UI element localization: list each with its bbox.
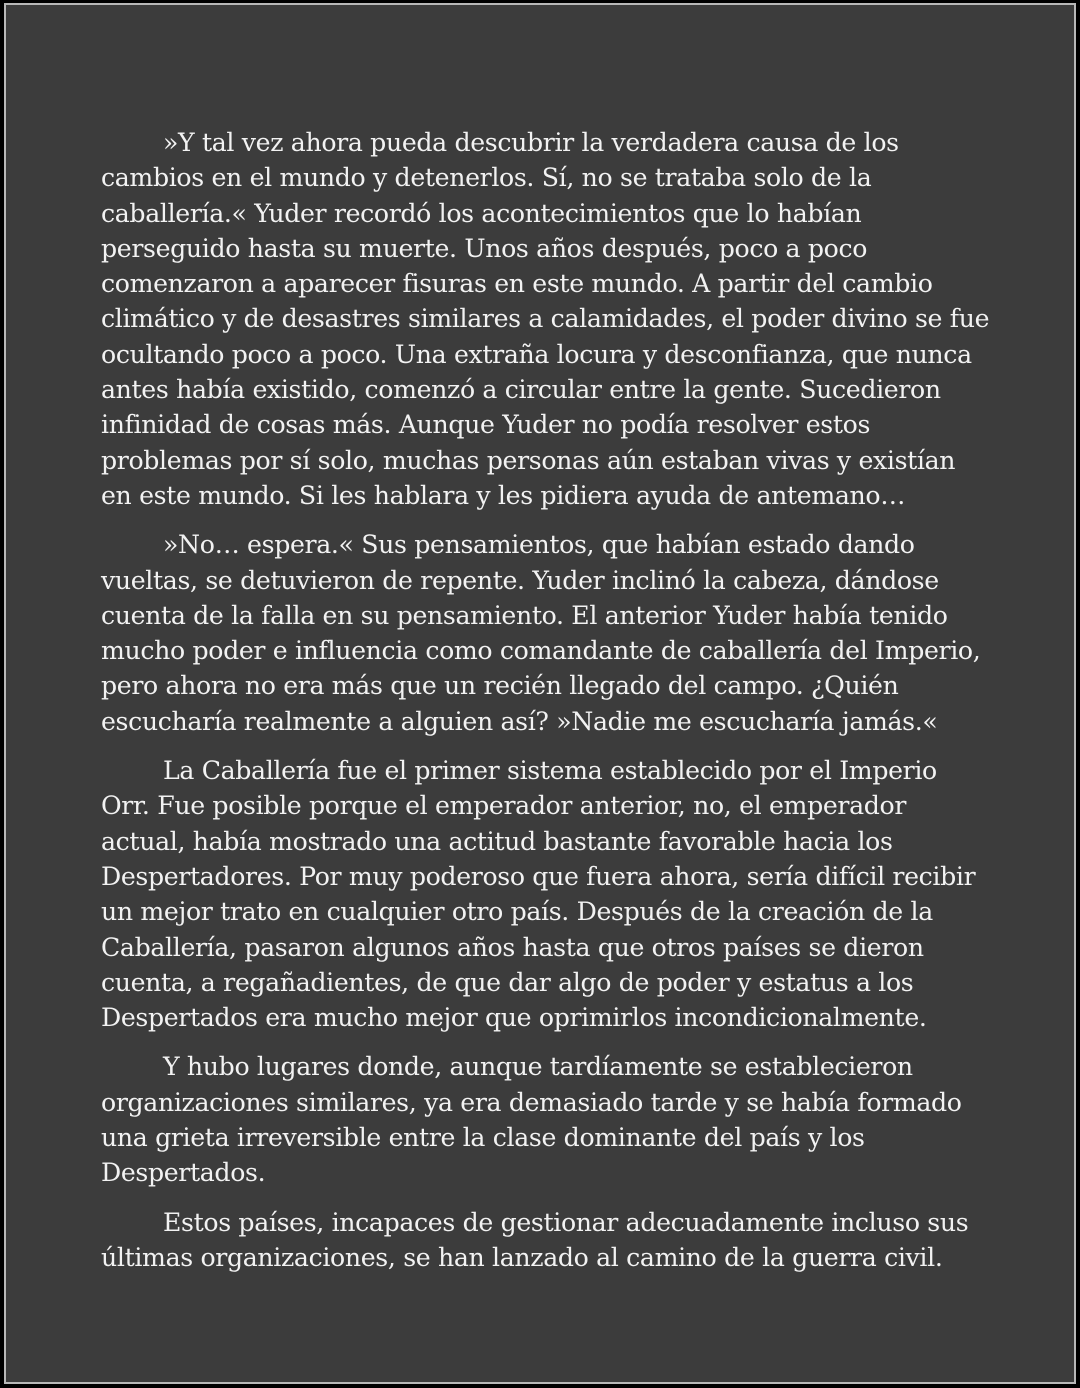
paragraph-5: Estos países, incapaces de gestionar adecuadamente incluso sus últimas organizaciones, se han lanzado al camino de la guerra civil. xyxy=(101,1207,969,1272)
paragraph-4: Y hubo lugares donde, aunque tardíamente se establecieron organizaciones similares, ya era demasiado tarde y se había formado una grieta irreversible entre la clase dominante del país y los Despertados. xyxy=(101,1052,962,1188)
reader-page xyxy=(4,3,1076,1384)
paragraph-1: »Y tal vez ahora pueda descubrir la verdadera causa de los cambios en el mundo y detenerlos. Sí, no se trataba solo de la caballería.« Yuder recordó los acontecimientos que lo habían perseguido hasta su muerte. Unos años después, poco a poco comenzaron a aparecer fisuras en este mundo. A partir del cambio climático y de desastres similares a calamidades, el poder divino se fue ocultando poco a poco. Una extraña locura y desconfianza, que nunca antes había existido, comenzó a circular entre la gente. Sucedieron infinidad de cosas más. Aunque Yuder no podía resolver estos problemas por sí solo, muchas personas aún estaban vivas y existían en este mundo. Si les hablara y les pidiera ayuda de antemano… xyxy=(101,128,990,510)
paragraph-3: La Caballería fue el primer sistema establecido por el Imperio Orr. Fue posible porque el emperador anterior, no, el emperador actual, había mostrado una actitud bastante favorable hacia los Despertadores. Por muy poderoso que fuera ahora, sería difícil recibir un mejor trato en cualquier otro país. Después de la creación de la Caballería, pasaron algunos años hasta que otros países se dieron cuenta, a regañadientes, de que dar algo de poder y estatus a los Despertados era mucho mejor que oprimirlos incondicionalmente. xyxy=(101,756,976,1033)
paragraph-2: »No… espera.« Sus pensamientos, que habían estado dando vueltas, se detuvieron de repente. Yuder inclinó la cabeza, dándose cuenta de la falla en su pensamiento. El anterior Yuder había tenido mucho poder e influencia como comandante de caballería del Imperio, pero ahora no era más que un recién llegado del campo. ¿Quién escucharía realmente a alguien así? »Nadie me escucharía jamás.« xyxy=(101,530,981,736)
document-body xyxy=(101,125,991,1289)
